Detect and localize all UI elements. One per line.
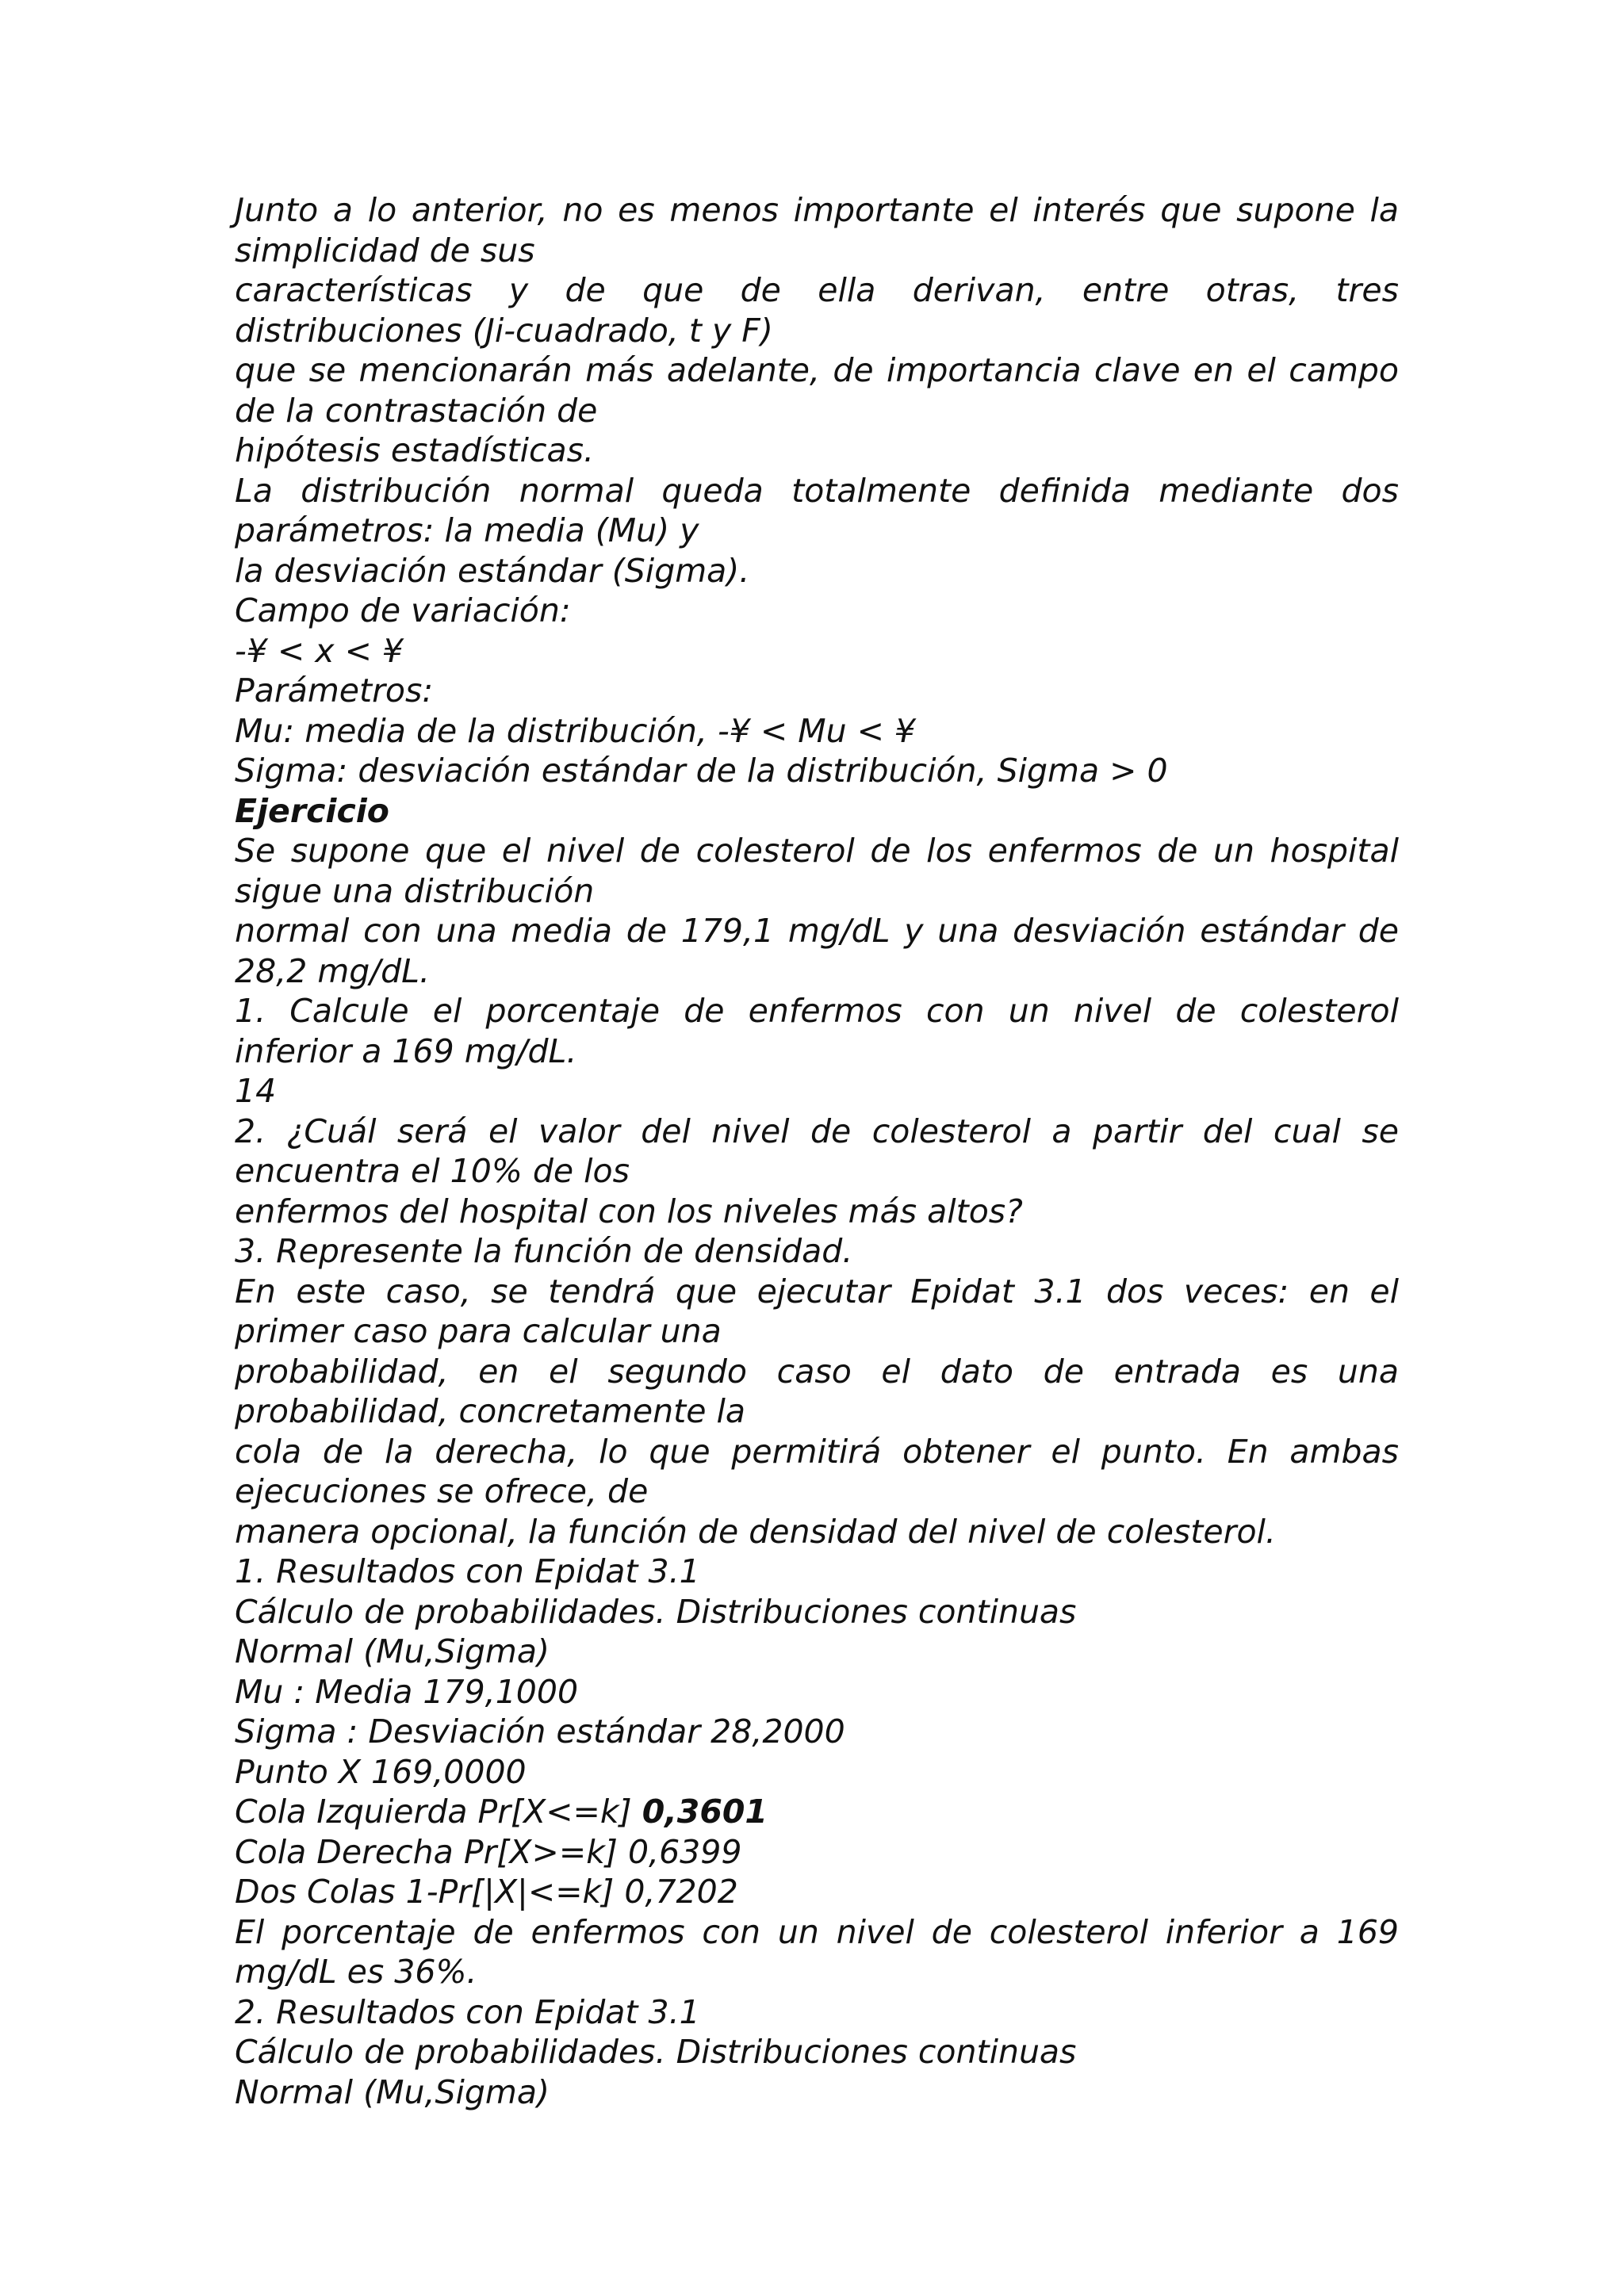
results-1-title: 1. Resultados con Epidat 3.1	[235, 1552, 700, 1590]
text-line: 28,2 mg/dL.	[235, 951, 430, 990]
text-line: Junto a lo anterior, no es menos importante el interés que supone la	[235, 191, 1399, 229]
param-mu: Mu: media de la distribución, -¥ < Mu < ¥	[235, 711, 916, 750]
results-1-point: Punto X 169,0000	[235, 1752, 527, 1791]
results-1-sigma: Sigma : Desviación estándar 28,2000	[235, 1712, 845, 1751]
text-line: características y de que de ella derivan, entre otras, tres	[235, 271, 1399, 309]
text-line: normal con una media de 179,1 mg/dL y una desviación estándar de	[235, 912, 1399, 950]
results-1-left-tail	[235, 1792, 1399, 1832]
range-value: -¥ < x < ¥	[235, 631, 404, 670]
document-page	[235, 190, 1399, 2112]
text-line: la desviación estándar (Sigma).	[235, 551, 750, 590]
range-label: Campo de variación:	[235, 591, 571, 629]
text-line: de la contrastación de	[235, 391, 598, 430]
text-line: simplicidad de sus	[235, 231, 535, 270]
text-line: cola de la derecha, lo que permitirá obtener el punto. En ambas	[235, 1432, 1399, 1471]
results-1-two-tails: Dos Colas 1-Pr[|X|<=k] 0,7202	[235, 1873, 738, 1911]
results-2-dist: Normal (Mu,Sigma)	[235, 2072, 550, 2111]
results-1-conclusion: El porcentaje de enfermos con un nivel de colesterol inferior a 169	[235, 1912, 1399, 1951]
text-line: Se supone que el nivel de colesterol de los enfermos de un hospital	[235, 832, 1399, 870]
text-line: ejecuciones se ofrece, de	[235, 1472, 649, 1510]
results-1-dist: Normal (Mu,Sigma)	[235, 1632, 550, 1670]
results-1-mu: Mu : Media 179,1000	[235, 1672, 579, 1711]
text-line: distribuciones (Ji-cuadrado, t y F)	[235, 311, 773, 350]
text-line: primer caso para calcular una	[235, 1312, 722, 1350]
question-1: 1. Calcule el porcentaje de enfermos con un nivel de colesterol	[235, 992, 1399, 1030]
page-number: 14	[235, 1072, 277, 1110]
exercise-heading: Ejercicio	[235, 791, 389, 830]
text-line: probabilidad, concretamente la	[235, 1392, 745, 1430]
question-1-cont: inferior a 169 mg/dL.	[235, 1031, 577, 1070]
text-line: que se mencionarán más adelante, de importancia clave en el campo	[235, 351, 1399, 389]
results-1-right-tail: Cola Derecha Pr[X>=k] 0,6399	[235, 1832, 742, 1871]
text-line: sigue una distribución	[235, 871, 595, 910]
text-line: parámetros: la media (Mu) y	[235, 511, 699, 549]
left-tail-label: Cola Izquierda Pr[X<=k]	[235, 1793, 642, 1831]
results-1-subtitle: Cálculo de probabilidades. Distribuciones continuas	[235, 1592, 1077, 1631]
left-tail-value: 0,3601	[642, 1793, 768, 1831]
params-label: Parámetros:	[235, 672, 434, 710]
text-line: probabilidad, en el segundo caso el dato de entrada es una	[235, 1352, 1399, 1391]
param-sigma: Sigma: desviación estándar de la distribución, Sigma > 0	[235, 752, 1168, 790]
results-1-conclusion-cont: mg/dL es 36%.	[235, 1953, 477, 1991]
question-2-cont: encuentra el 10% de los	[235, 1152, 630, 1190]
question-2-cont: enfermos del hospital con los niveles más altos?	[235, 1192, 1023, 1230]
text-line: hipótesis estadísticas.	[235, 431, 595, 469]
question-3: 3. Represente la función de densidad.	[235, 1232, 853, 1270]
text-line: En este caso, se tendrá que ejecutar Epidat 3.1 dos veces: en el	[235, 1272, 1399, 1311]
results-2-title: 2. Resultados con Epidat 3.1	[235, 1992, 700, 2031]
question-2: 2. ¿Cuál será el valor del nivel de colesterol a partir del cual se	[235, 1112, 1399, 1150]
text-line: manera opcional, la función de densidad del nivel de colesterol.	[235, 1512, 1276, 1551]
results-2-subtitle: Cálculo de probabilidades. Distribuciones continuas	[235, 2033, 1077, 2071]
text-line: La distribución normal queda totalmente definida mediante dos	[235, 471, 1399, 510]
